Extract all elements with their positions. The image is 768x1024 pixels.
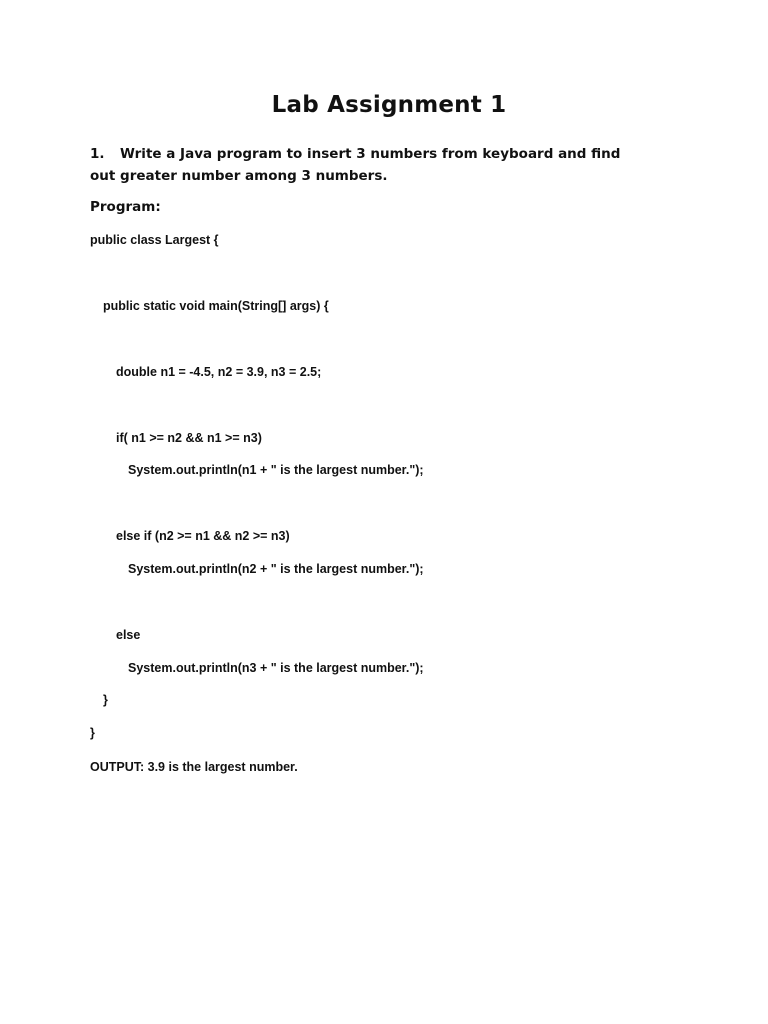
question-text: Write a Java program to insert 3 numbers from keyboard and find out greater number among 3 numbers.: [90, 146, 621, 184]
question: [90, 143, 650, 187]
code-line: System.out.println(n1 + " is the largest number.");: [128, 463, 424, 477]
code-line: if( n1 >= n2 && n1 >= n3): [116, 431, 262, 445]
code-line: }: [90, 726, 95, 740]
code-line: double n1 = -4.5, n2 = 3.9, n3 = 2.5;: [116, 365, 322, 379]
program-output: OUTPUT: 3.9 is the largest number.: [90, 760, 298, 774]
code-line: public static void main(String[] args) {: [103, 299, 329, 313]
code-line: }: [103, 693, 108, 707]
page-title: Lab Assignment 1: [271, 92, 507, 118]
code-line: else if (n2 >= n1 && n2 >= n3): [116, 529, 290, 543]
code-line: else: [116, 628, 141, 642]
code-line: System.out.println(n2 + " is the largest number.");: [128, 562, 424, 576]
code-line: System.out.println(n3 + " is the largest number.");: [128, 661, 424, 675]
code-line: public class Largest {: [90, 233, 219, 247]
question-number: 1.: [90, 146, 105, 162]
program-label: Program:: [90, 199, 161, 215]
